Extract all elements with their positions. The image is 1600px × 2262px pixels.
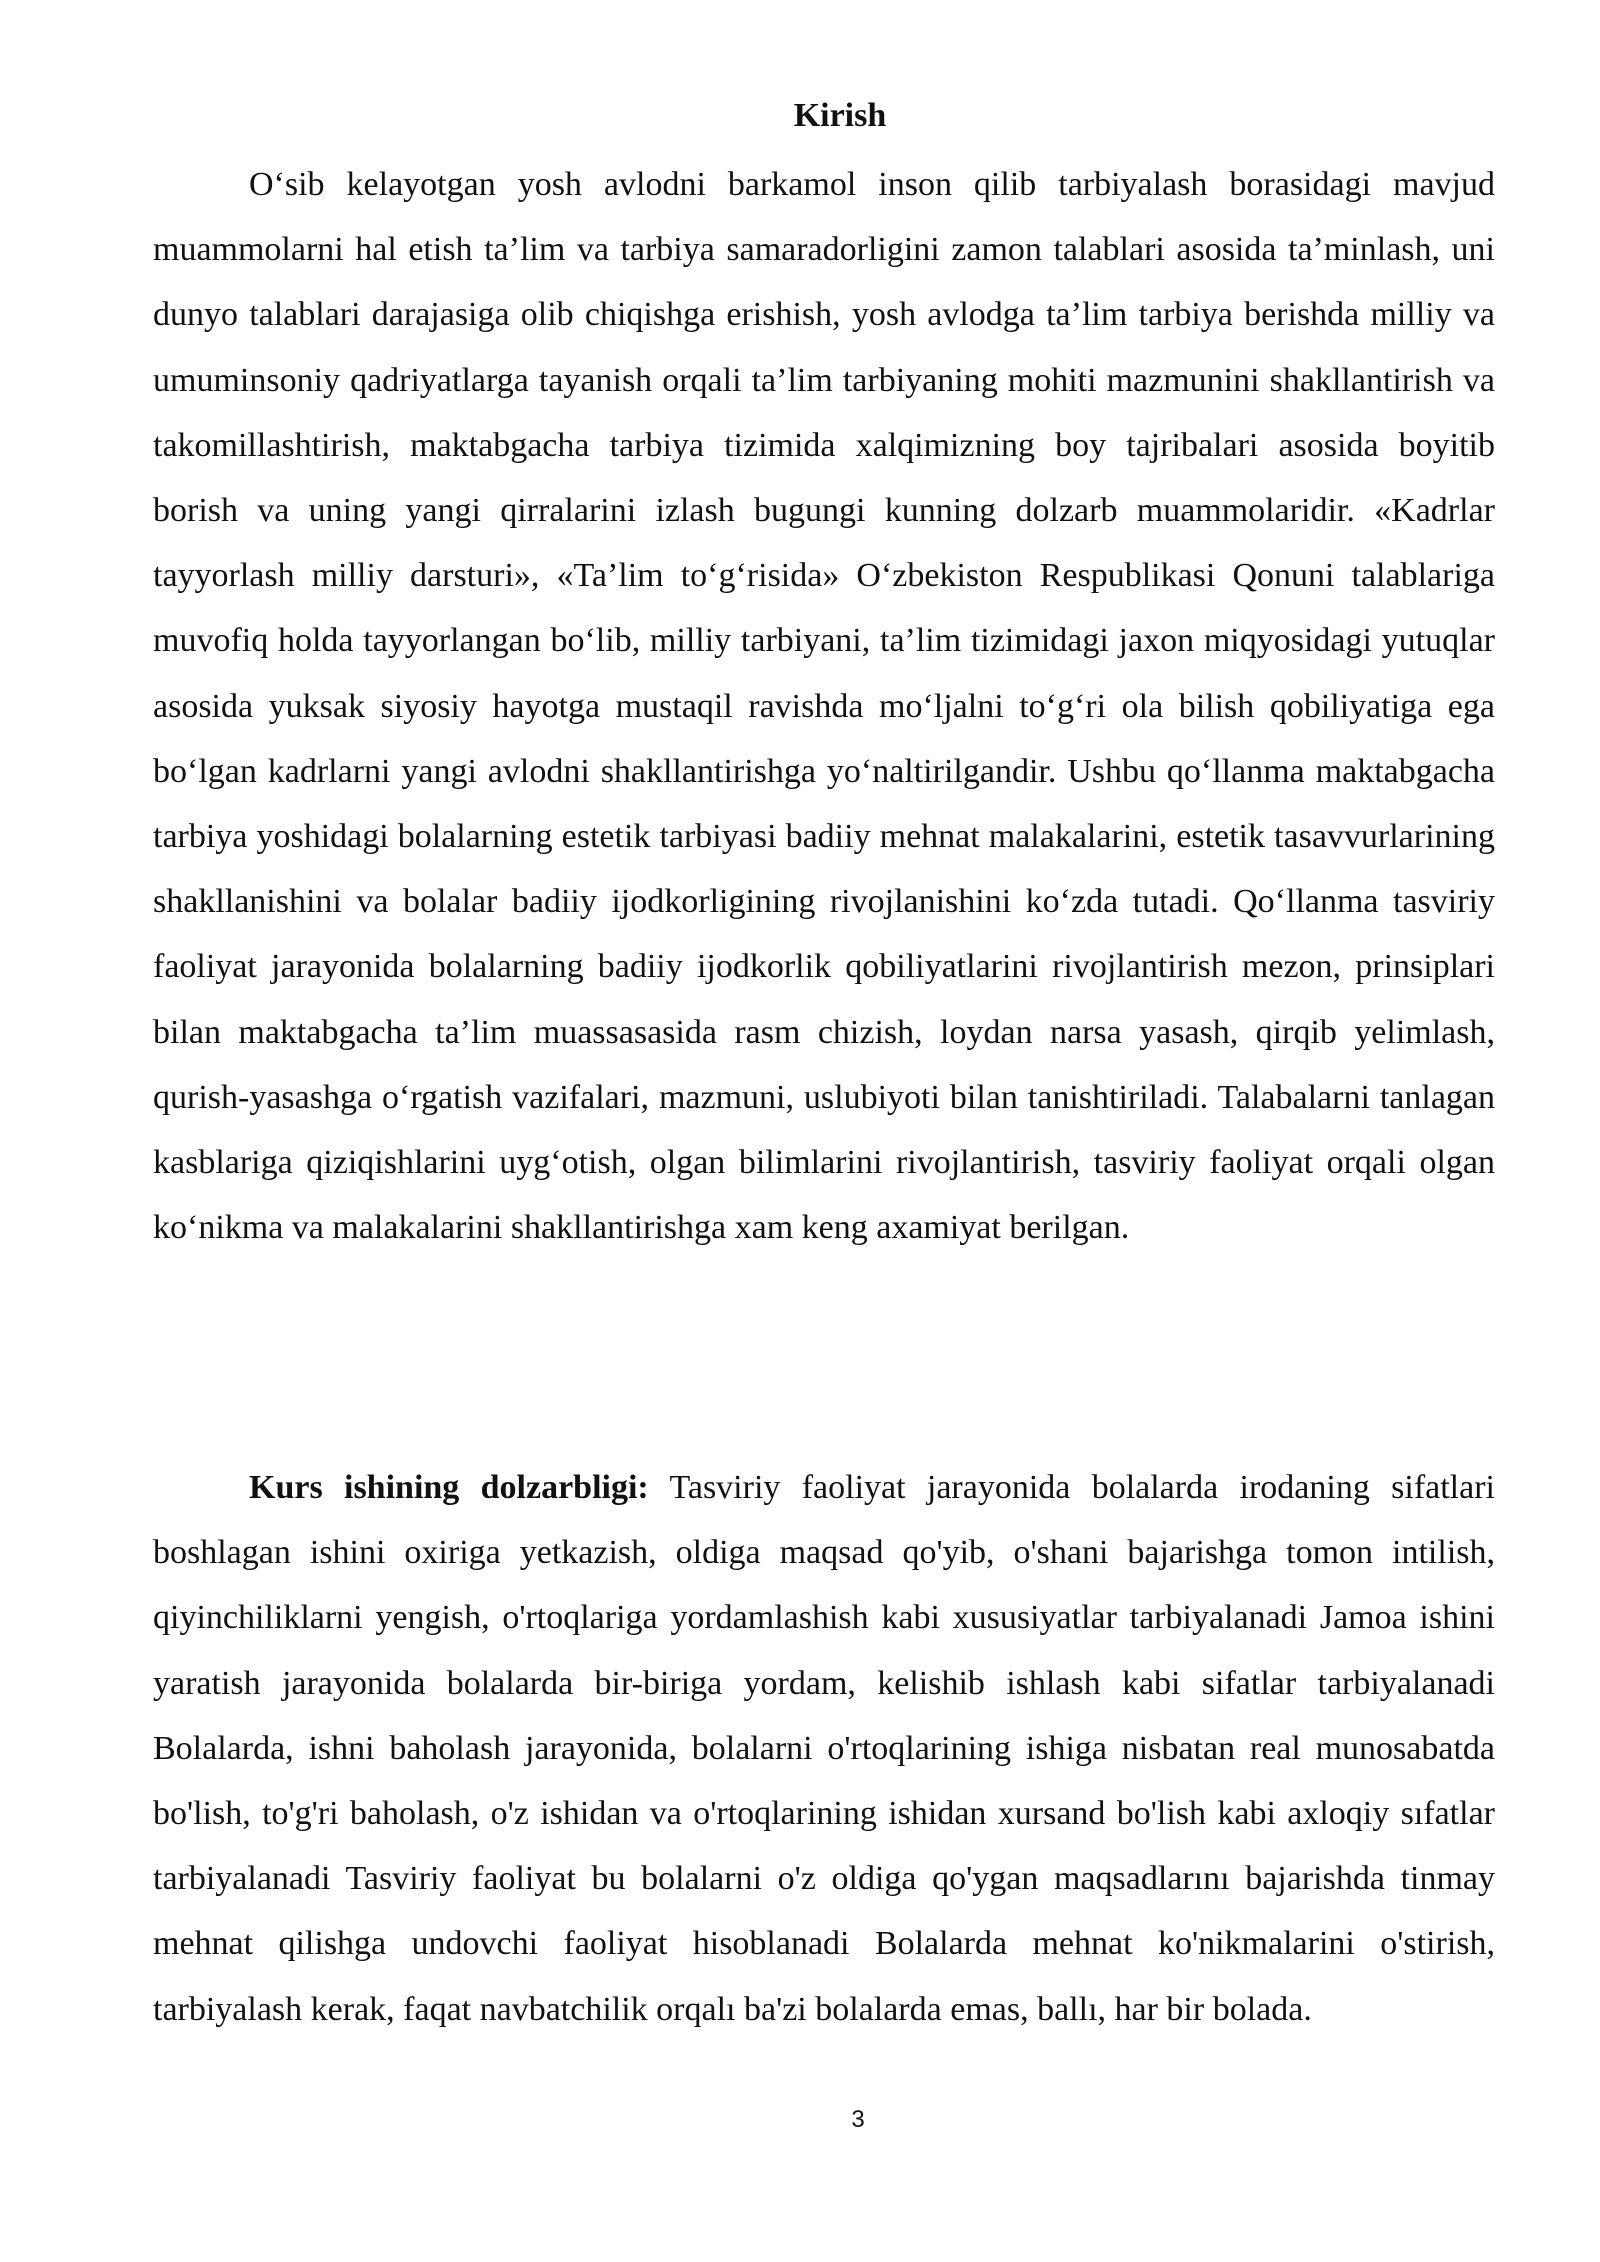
- relevance-lead: Kurs ishining dolzarbligi:: [249, 1469, 649, 1506]
- relevance-paragraph: [153, 1455, 1495, 2042]
- intro-paragraph: O‘sib kelayotgan yosh avlodni barkamol inson qilib tarbiyalash borasidagi mavjud muammolarni hal etish ta’lim va tarbiya samaradorligini zamon talablari asosida ta’minlash, uni dunyo talablari darajasiga olib chiqishga erishish, yosh avlodga ta’lim tarbiya berishda milliy va umuminsoniy qadriyatlarga tayanish orqali ta’lim tarbiyaning mohiti mazmunini shakllantirish va takomillashtirish, maktabgacha tarbiya tizimida xalqimizning boy tajribalari asosida boyitib borish va uning yangi qirralarini izlash bugungi kunning dolzarb muammolaridir. «Kadrlar tayyorlash milliy darsturi», «Ta’lim to‘g‘risida» O‘zbekiston Respublikasi Qonuni talablariga muvofiq holda tayyorlangan bo‘lib, milliy tarbiyani, ta’lim tizimidagi jaxon miqyosidagi yutuqlar asosida yuksak siyosiy hayotga mustaqil ravishda mo‘ljalni to‘g‘ri ola bilish qobiliyatiga ega bo‘lgan kadrlarni yangi avlodni shakllantirishga yo‘naltirilgandir. Ushbu qo‘llanma maktabgacha tarbiya yoshidagi bolalarning estetik tarbiyasi badiiy mehnat malakalarini, estetik tasavvurlarining shakllanishini va bolalar badiiy ijodkorligining rivojlanishini ko‘zda tutadi. Qo‘llanma tasviriy faoliyat jarayonida bolalarning badiiy ijodkorlik qobiliyatlarini rivojlantirish mezon, prinsiplari bilan maktabgacha ta’lim muassasasida rasm chizish, loydan narsa yasash, qirqib yelimlash, qurish-yasashga o‘rgatish vazifalari, mazmuni, uslubiyoti bilan tanishtiriladi. Talabalarni tanlagan kasblariga qiziqishlarini uyg‘otish, olgan bilimlarini rivojlantirish, tasviriy faoliyat orqali olgan ko‘nikma va malakalarini shakllantirishga xam keng axamiyat berilgan.: [153, 166, 1495, 1247]
- section-title: Kirish: [793, 97, 887, 134]
- page-number: 3: [851, 2106, 865, 2133]
- relevance-body: Tasviriy faoliyat jarayonida bolalarda irodaning sifatlari boshlagan ishini oxiriga yetkazish, oldiga maqsad qo'yib, o'shani bajarishga tomon intilish, qiyinchiliklarni yengish, o'rtoqlariga yordamlashish kabi xususiyatlar tarbiyalanadi Jamoa ishini yaratish jarayonida bolalarda bir-biriga yordam, kelishib ishlash kabi sifatlar tarbiyalanadi Bolalarda, ishni baholash jarayonida, bolalarni o'rtoqlarining ishiga nisbatan real munosabatda bo'lish, to'g'ri baholash, o'z ishidan va o'rtoqlarining ishidan xursand bo'lish kabi axloqiy sıfatlar tarbiyalanadi Tasviriy faoliyat bu bolalarni o'z oldiga qo'ygan maqsadlarını bajarishda tinmay mehnat qilishga undovchi faoliyat hisoblanadi Bolalarda mehnat ko'nikmalarini o'stirish, tarbiyalash kerak, faqat navbatchilik orqalı ba'zi bolalarda emas, ballı, har bir bolada.: [153, 1469, 1495, 2028]
